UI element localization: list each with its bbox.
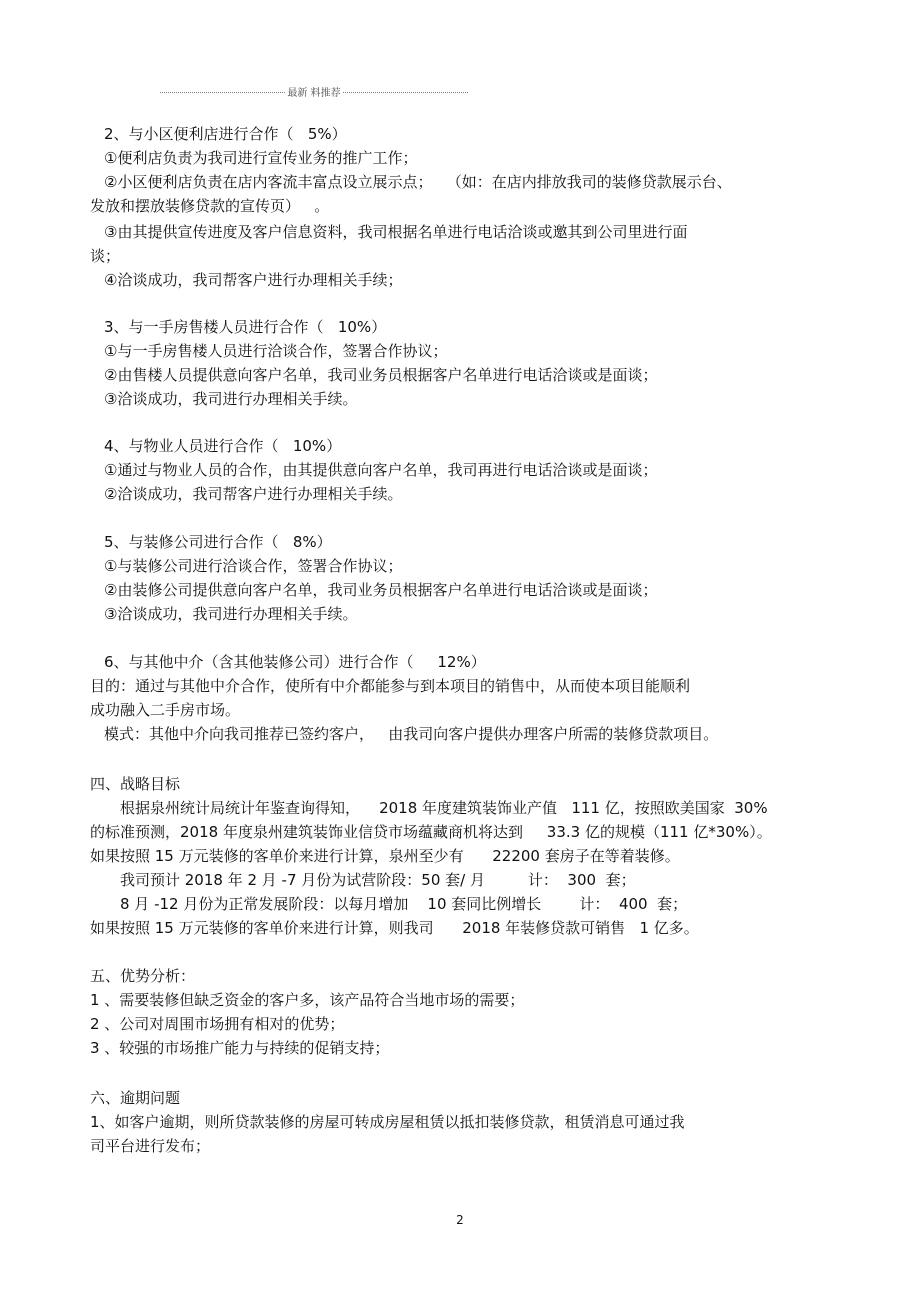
text-line: 目的：通过与其他中介合作，使所有中介都能参与到本项目的销售中，从而使本项目能顺利 — [90, 677, 691, 695]
text-line: ②小区便利店负责在店内客流丰富点设立展示点； （如：在店内排放我司的装修贷款展示台、 — [104, 173, 732, 191]
text-line: 如果按照 15 万元装修的客单价来进行计算，泉州至少有 22200 套房子在等着装修。 — [90, 847, 680, 865]
text-line: 6、与其他中介（含其他装修公司）进行合作（ 12%） — [104, 653, 486, 671]
text-line: 成功融入二手房市场。 — [90, 701, 241, 719]
text-line: 1 、需要装修但缺乏资金的客户多，该产品符合当地市场的需要； — [90, 991, 525, 1009]
text-line: ③洽谈成功，我司进行办理相关手续。 — [104, 605, 358, 623]
text-line: 发放和摆放装修贷款的宣传页） 。 — [90, 197, 330, 215]
text-line: 六、逾期问题 — [90, 1089, 181, 1107]
text-line: 3 、较强的市场推广能力与持续的促销支持； — [90, 1039, 390, 1057]
text-line: ②由售楼人员提供意向客户名单，我司业务员根据客户名单进行电话洽谈或是面谈； — [104, 366, 658, 384]
text-line: ②由装修公司提供意向客户名单，我司业务员根据客户名单进行电话洽谈或是面谈； — [104, 581, 658, 599]
text-line: 根据泉州统计局统计年鉴查询得知， 2018 年度建筑装饰业产值 111 亿，按照欧美国家 30% — [120, 799, 768, 817]
text-line: 如果按照 15 万元装修的客单价来进行计算，则我司 2018 年装修贷款可销售 1 亿多。 — [90, 919, 699, 937]
text-line: 4、与物业人员进行合作（ 10%） — [104, 437, 342, 455]
text-line: ①与装修公司进行洽谈合作，签署合作协议； — [104, 557, 403, 575]
text-line: 的标准预测，2018 年度泉州建筑装饰业信贷市场蕴藏商机将达到 33.3 亿的规模（111 亿*30%）。 — [90, 823, 772, 841]
text-line: ①便利店负责为我司进行宣传业务的推广工作； — [104, 149, 418, 167]
text-line: 1、如客户逾期，则所贷款装修的房屋可转成房屋租赁以抵扣装修贷款，租赁消息可通过我 — [90, 1113, 685, 1131]
text-line: 四、战略目标 — [90, 775, 181, 793]
text-line: 3、与一手房售楼人员进行合作（ 10%） — [104, 318, 387, 336]
text-line: 8 月 -12 月份为正常发展阶段：以每月增加 10 套同比例增长 计： 400 套； — [120, 895, 688, 913]
text-line: ①通过与物业人员的合作，由其提供意向客户名单，我司再进行电话洽谈或是面谈； — [104, 461, 658, 479]
header-text: 最新 料推荐 — [287, 87, 341, 99]
text-line: 五、优势分析： — [90, 967, 196, 985]
header-rule-left — [160, 92, 285, 93]
text-line: 5、与装修公司进行合作（ 8%） — [104, 533, 332, 551]
text-line: ③由其提供宣传进度及客户信息资料，我司根据名单进行电话洽谈或邀其到公司里进行面 — [104, 223, 688, 241]
text-line: 我司预计 2018 年 2 月 -7 月份为试营阶段：50 套/ 月 计： 300 套； — [120, 871, 636, 889]
text-line: ②洽谈成功，我司帮客户进行办理相关手续。 — [104, 485, 403, 503]
text-line: ③洽谈成功，我司进行办理相关手续。 — [104, 390, 358, 408]
text-line: ④洽谈成功，我司帮客户进行办理相关手续； — [104, 271, 403, 289]
text-line: 模式：其他中介向我司推荐已签约客户， 由我司向客户提供办理客户所需的装修贷款项目。 — [104, 725, 719, 743]
page-header — [160, 84, 468, 98]
text-line: ①与一手房售楼人员进行洽谈合作，签署合作协议； — [104, 342, 448, 360]
page-number: 2 — [456, 1213, 464, 1227]
text-line: 谈； — [90, 247, 121, 265]
text-line: 2、与小区便利店进行合作（ 5%） — [104, 125, 347, 143]
text-line: 2 、公司对周围市场拥有相对的优势； — [90, 1015, 345, 1033]
text-line: 司平台进行发布； — [90, 1137, 211, 1155]
header-rule-right — [343, 92, 468, 93]
